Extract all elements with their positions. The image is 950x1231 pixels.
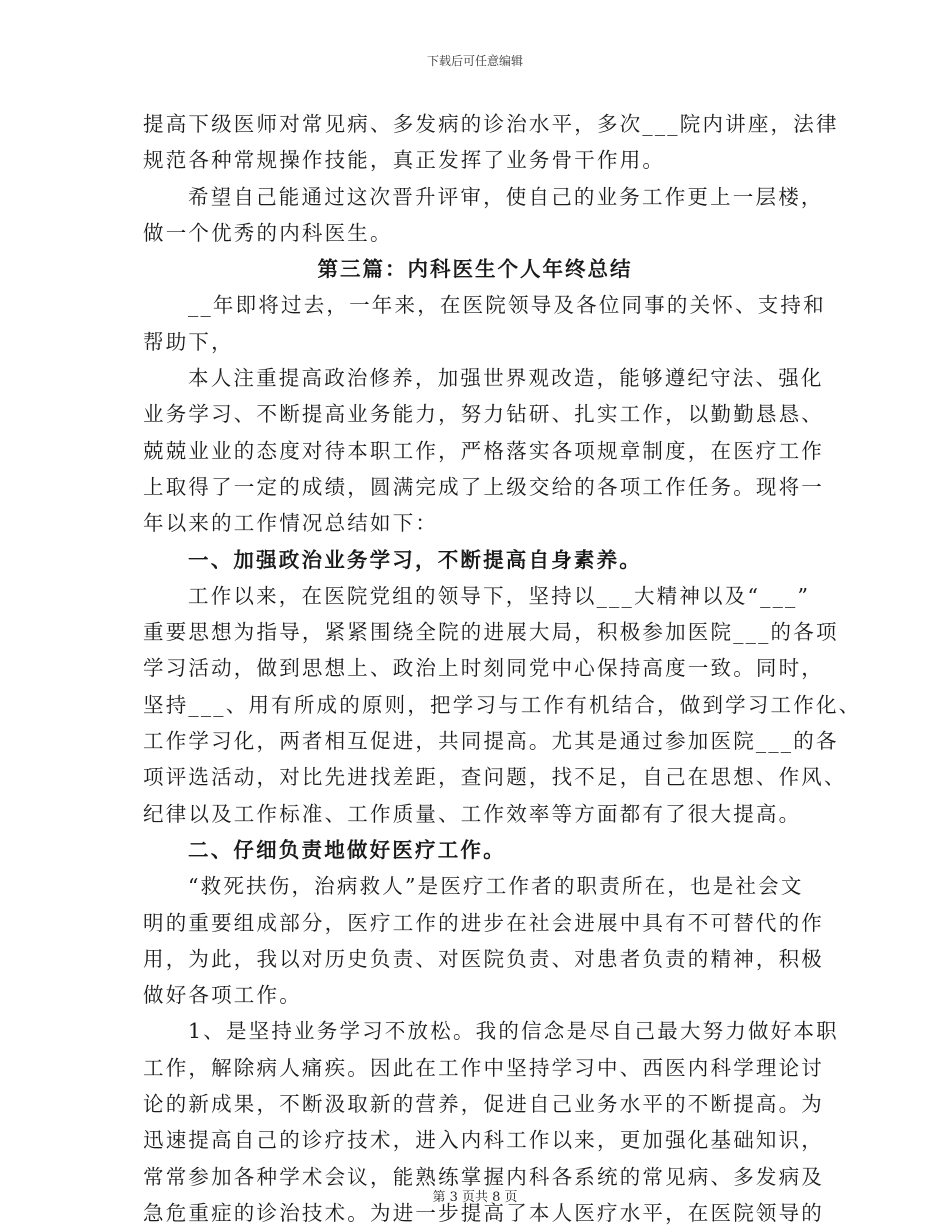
body-line: 规范各种常规操作技能，真正发挥了业务骨干作用。 — [143, 148, 666, 173]
body-line: 常常参加各种学术会议，能熟练掌握内科各系统的常见病、多发病及 — [143, 1164, 824, 1189]
body-line: 用，为此，我以对历史负责、对医院负责、对患者负责的精神，积极 — [143, 946, 824, 971]
body-line: 年以来的工作情况总结如下： — [143, 511, 439, 536]
body-line: 工作学习化，两者相互促进，共同提高。尤其是通过参加医院___的各 — [143, 729, 839, 754]
body-line: 急危重症的诊治技术。为进一步提高了本人医疗水平，在医院领导的 — [143, 1200, 824, 1225]
section-title: 第三篇：内科医生个人年终总结 — [317, 257, 633, 282]
body-line: 重要思想为指导，紧紧围绕全院的进展大局，积极参加医院___的各项 — [143, 620, 839, 645]
body-line: 做一个优秀的内科医生。 — [143, 220, 393, 245]
body-line: 论的新成果，不断汲取新的营养，促进自己业务水平的不断提高。为 — [143, 1092, 824, 1117]
subheading: 一、加强政治业务学习，不断提高自身素养。 — [188, 547, 642, 572]
body-line: 坚持___、用有所成的原则，把学习与工作有机结合，做到学习工作化、 — [143, 692, 862, 717]
body-line: 工作，解除病人痛疾。因此在工作中坚持学习中、西医内科学理论讨 — [143, 1055, 824, 1080]
body-line: 本人注重提高政治修养，加强世界观改造，能够遵纪守法、强化 — [188, 366, 824, 391]
body-line: 迅速提高自己的诊疗技术，进入内科工作以来，更加强化基础知识， — [143, 1128, 824, 1153]
body-line: 帮助下， — [143, 329, 234, 354]
subheading: 二、仔细负责地做好医疗工作。 — [188, 837, 506, 862]
body-line: 希望自己能通过这次晋升评审，使自己的业务工作更上一层楼， — [188, 184, 824, 209]
body-line: 兢兢业业的态度对待本职工作，严格落实各项规章制度，在医疗工作 — [143, 438, 824, 463]
body-line: 工作以来，在医院党组的领导下，坚持以___大精神以及“___” — [188, 583, 811, 608]
body-line: 上取得了一定的成绩，圆满完成了上级交给的各项工作任务。现将一 — [143, 474, 824, 499]
page-header-note: 下载后可任意编辑 — [426, 54, 523, 68]
page-number: 第 3 页共 8 页 — [432, 1190, 518, 1205]
body-line: “救死扶伤，治病救人”是医疗工作者的职责所在，也是社会文 — [188, 874, 804, 899]
body-line: 1、是坚持业务学习不放松。我的信念是尽自己最大努力做好本职 — [188, 1019, 839, 1044]
body-line: 提高下级医师对常见病、多发病的诊治水平，多次___院内讲座，法律 — [143, 112, 839, 136]
body-line: 做好各项工作。 — [143, 983, 302, 1008]
body-line: __年即将过去，一年来，在医院领导及各位同事的关怀、支持和 — [188, 293, 826, 318]
document-body — [143, 106, 862, 1231]
body-line: 明的重要组成部分，医疗工作的进步在社会进展中具有不可替代的作 — [143, 910, 824, 935]
body-line: 项评选活动，对比先进找差距，查问题，找不足，自己在思想、作风、 — [143, 765, 847, 790]
body-line: 学习活动，做到思想上、政治上时刻同党中心保持高度一致。同时， — [143, 656, 824, 681]
body-line: 业务学习、不断提高业务能力，努力钻研、扎实工作，以勤勤恳恳、 — [143, 402, 824, 427]
body-line: 纪律以及工作标准、工作质量、工作效率等方面都有了很大提高。 — [143, 801, 802, 826]
